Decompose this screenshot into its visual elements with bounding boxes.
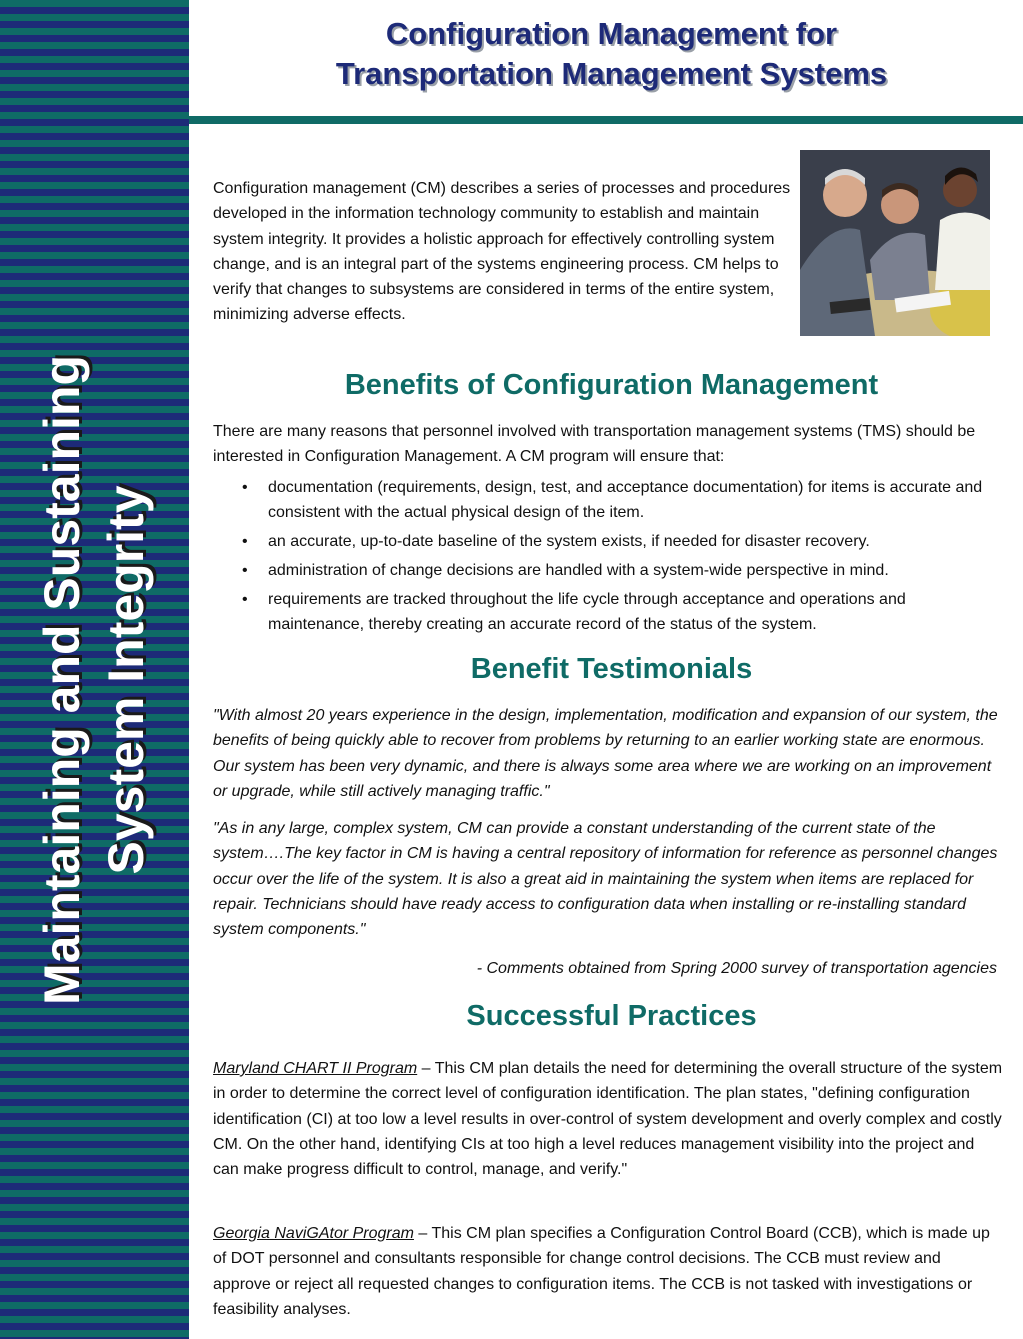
bullet-icon: • [242,533,248,551]
list-item [213,529,1003,554]
page-title [200,14,1023,94]
georgia-program-link[interactable]: Georgia NaviGAtor Program [213,1225,414,1242]
list-item-text: requirements are tracked throughout the life cycle through acceptance and operations and maintenance, thereby creating an accurate record of the status of the system. [268,590,906,633]
meeting-photo-icon [800,150,990,336]
testimonials-heading: Benefit Testimonials [470,653,753,685]
list-item [213,587,1003,638]
sidebar-title-line1: Maintaining and Sustaining [34,355,90,1005]
sidebar-title-line2: System Integrity [98,485,154,875]
bullet-icon: • [242,479,248,496]
list-item-text: administration of change decisions are handled with a system-wide perspective in mind. [268,561,889,579]
list-item [213,475,1003,526]
benefits-list [213,475,1003,641]
list-item-text: documentation (requirements, design, test, and acceptance documentation) for items is accurate and consistent with the actual physical design of the item. [268,479,983,522]
maryland-program-text: – This CM plan details the need for determining the overall structure of the system in order to determine the correct level of configuration identification. The plan states, "defining configuration identification (CI) at too low a level results in over-control of system development and overly complex and costly CM. On the other hand, identifying CIs at too high a level reduces management visibility into the project and can make progress difficult to control, manage, and verify." [213,1060,1003,1179]
maryland-program-link[interactable]: Maryland CHART II Program [213,1060,418,1077]
page-title-line1: Configuration Management for [385,16,838,51]
georgia-program-text: – This CM plan specifies a Configuration Control Board (CCB), which is made up of DOT personnel and consultants responsible for change control decisions. The CCB must review and approve or reject all requested changes to configuration items. The CCB is not tasked with investigations or feasibility analyses. [213,1225,990,1318]
testimonial-attribution: - Comments obtained from Spring 2000 survey of transportation agencies [476,960,997,977]
practice-maryland [213,1056,1003,1182]
bullet-icon: • [242,590,248,608]
header-divider [189,116,1023,124]
benefits-heading: Benefits of Configuration Management [344,369,879,401]
intro-paragraph: Configuration management (CM) describes a series of processes and procedures developed in the information technology community to establish and maintain system integrity. It provides a holistic approach for effectively controlling system change, and is an integral part of the systems engineering process. CM helps to verify that changes to subsystems are considered in terms of the entire system, minimizing adverse effects. [213,180,791,324]
practices-heading: Successful Practices [466,1000,757,1032]
meeting-photo [800,150,990,336]
striped-sidebar [0,0,189,1339]
list-item [213,558,1003,583]
practice-georgia [213,1221,1003,1322]
bullet-icon: • [242,561,248,579]
testimonial-quote-2: "As in any large, complex system, CM can provide a constant understanding of the current state of the system….The key factor in CM is having a central repository of information for reference as personnel changes occur over the life of the system. It is also a great aid in maintaining the system when items are replaced for repair. Technicians should have ready access to configuration data when installing or re-installing standard system components." [213,820,998,939]
page-title-line2: Transportation Management Systems [335,56,888,91]
list-item-text: an accurate, up-to-date baseline of the system exists, if needed for disaster recovery. [268,533,870,551]
sidebar-title [30,355,158,1005]
benefits-lead: There are many reasons that personnel involved with transportation management systems (TMS) should be interested in Configuration Management. A CM program will ensure that: [213,423,976,466]
testimonial-quote-1: "With almost 20 years experience in the design, implementation, modification and expansion of our system, the benefits of being quickly able to recover from problems by returning to an earlier working state are enormous. Our system has been very dynamic, and there is always some area where we are working on an improvement or upgrade, while still actively managing traffic." [213,707,998,800]
